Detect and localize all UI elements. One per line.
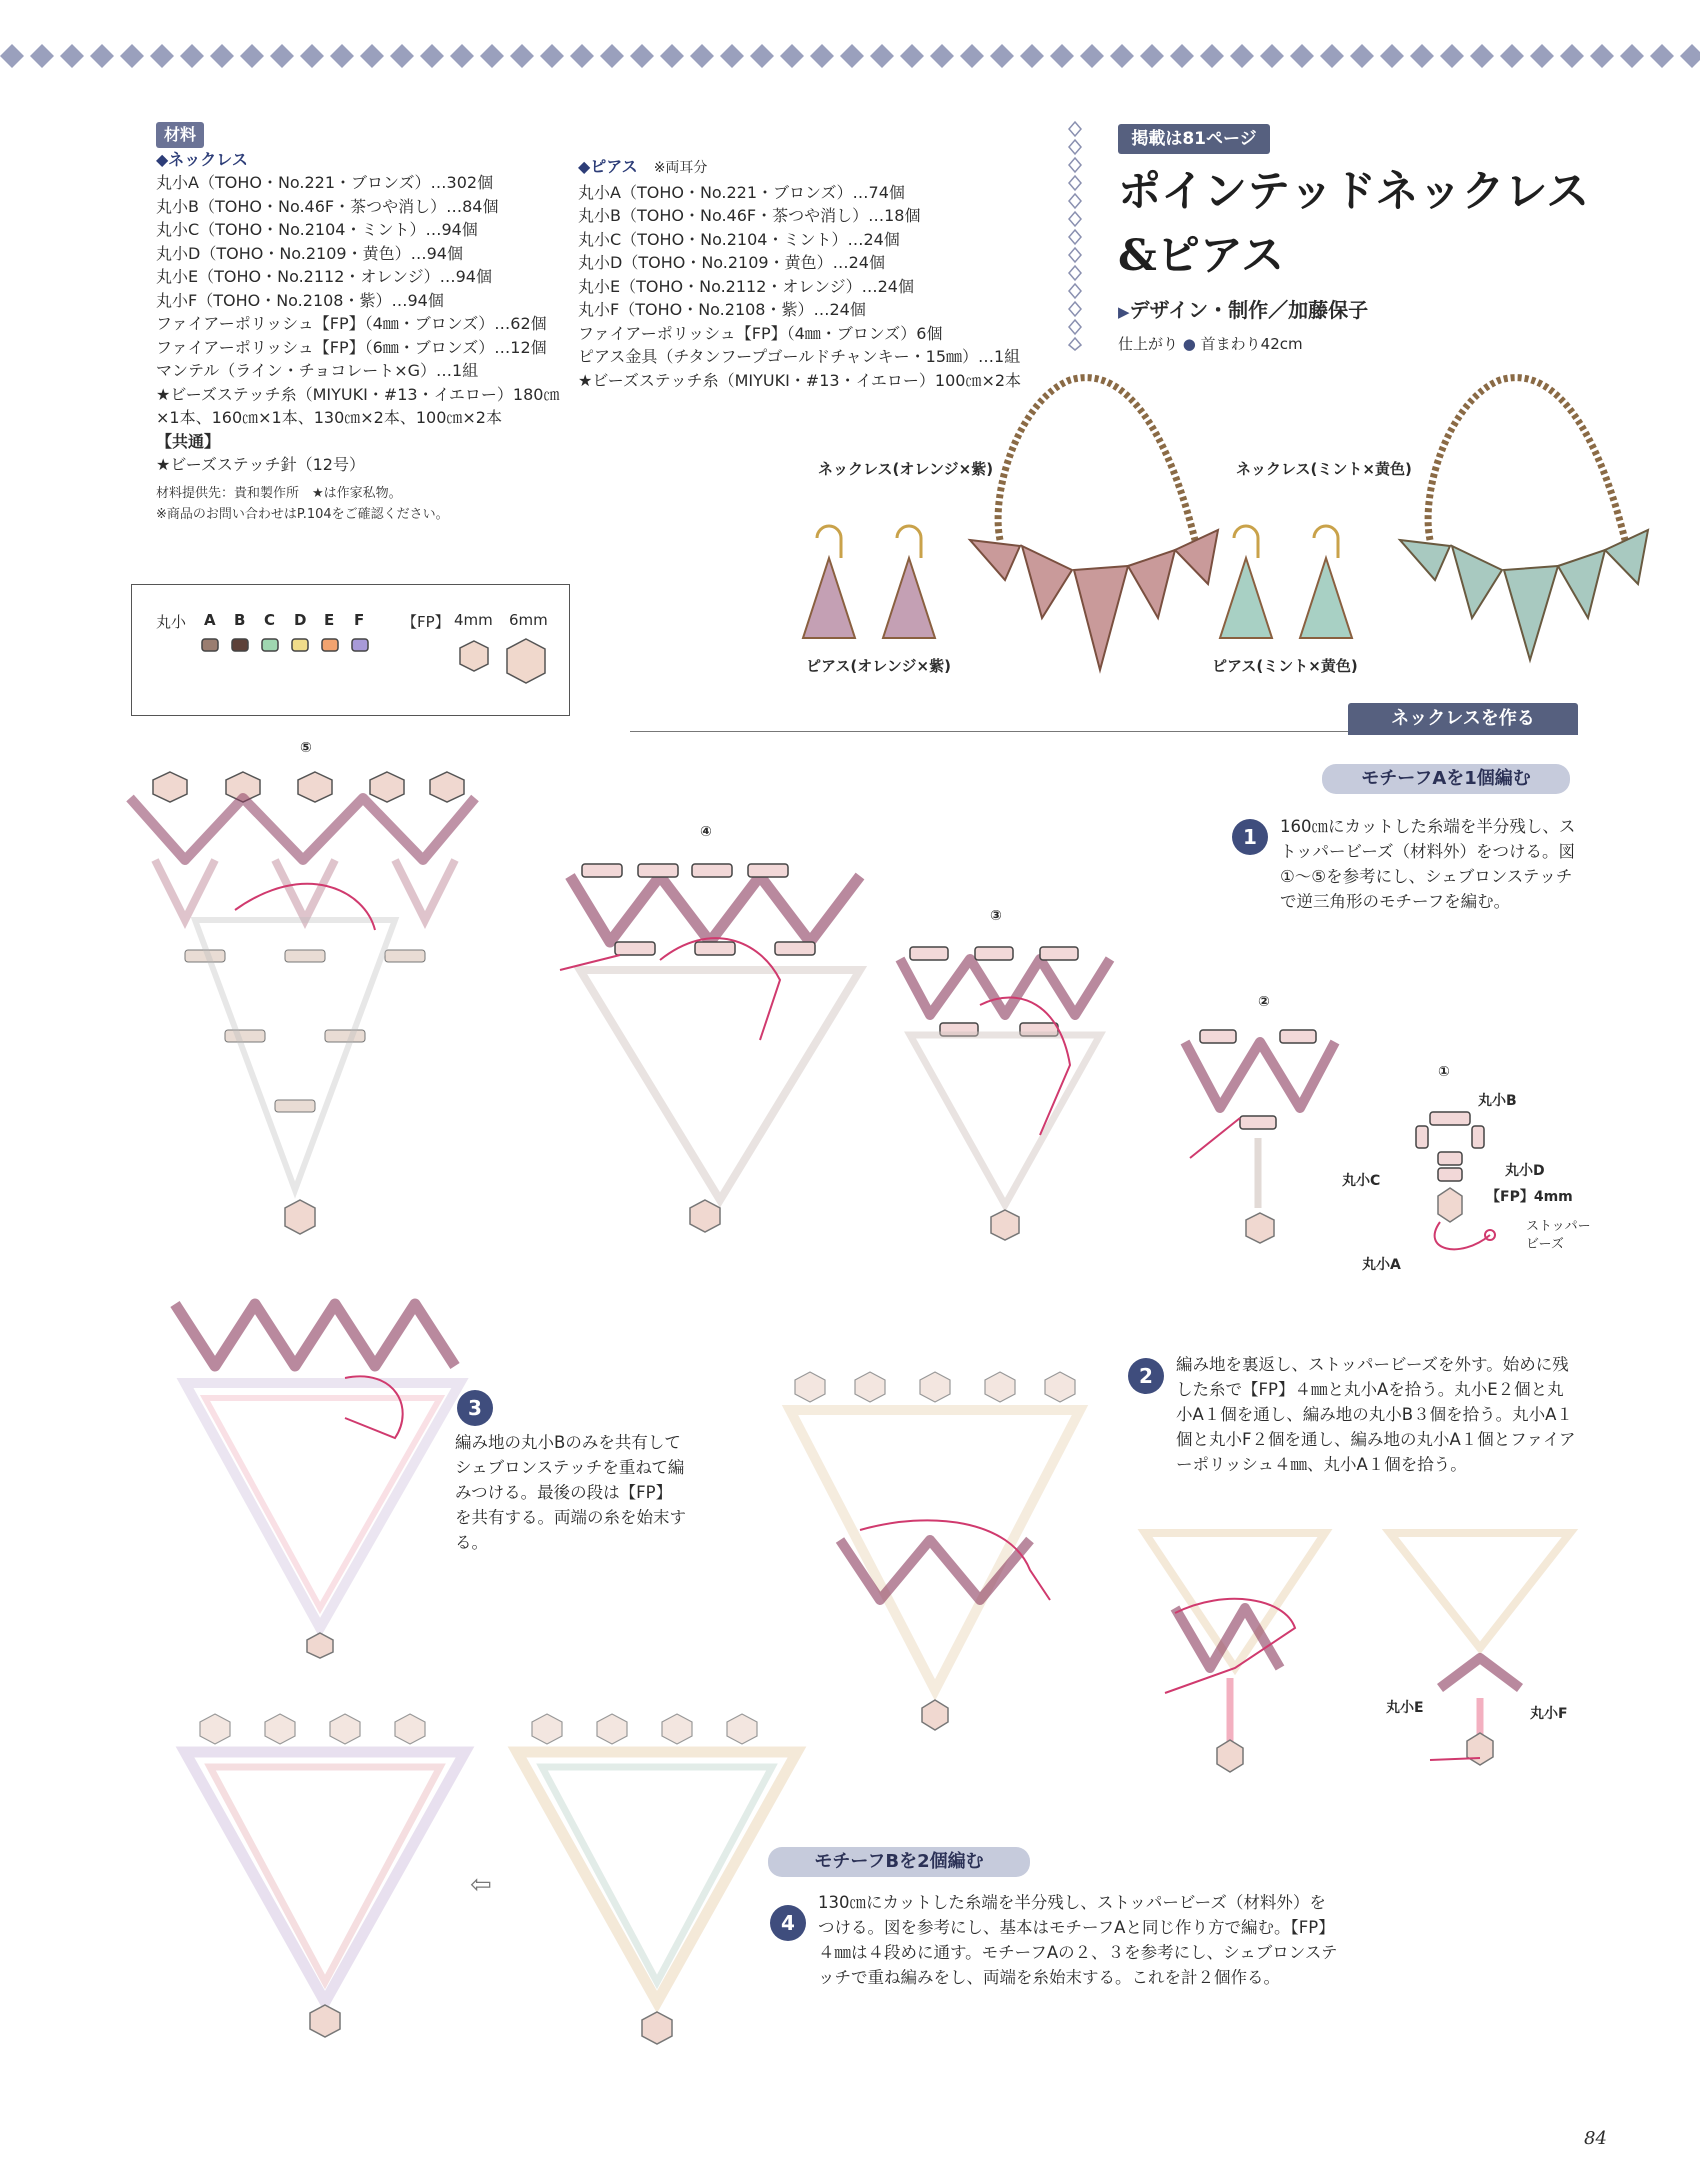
earring-photo-mint — [1212, 520, 1372, 650]
list-item: 丸小E（TOHO・No.2112・オレンジ）…24個 — [578, 276, 914, 296]
finish-line — [1118, 333, 1303, 354]
triangle-icon: ▶ — [1118, 303, 1130, 321]
materials-necklace — [156, 122, 559, 525]
earring-heading: ◆ピアス — [578, 157, 638, 176]
designer-line — [1118, 294, 1368, 323]
legend-letter: B — [234, 611, 246, 629]
list-item: 丸小F（TOHO・No.2108・紫）…94個 — [156, 290, 444, 310]
figure-2-diagram — [1180, 1028, 1340, 1248]
callout-b: 丸小B — [1478, 1093, 1517, 1109]
list-item: ★ビーズステッチ糸（MIYUKI・#13・イエロー）180㎝ — [156, 384, 560, 404]
caption-necklace-mint: ネックレス(ミント×黄色) — [1236, 460, 1412, 478]
legend-swatches — [200, 637, 380, 653]
list-item: 丸小C（TOHO・No.2104・ミント）…94個 — [156, 220, 478, 239]
figure-number: ③ — [990, 908, 1002, 924]
page-title — [1118, 160, 1589, 288]
list-item: ×1本、160㎝×1本、130㎝×2本、100㎝×2本 — [156, 408, 502, 427]
necklace-photo-mint — [1390, 370, 1670, 670]
step-number: 1 — [1232, 819, 1268, 855]
section-motif-a: モチーフAを1個編む — [1322, 764, 1570, 794]
materials-label: 材料 — [156, 122, 204, 148]
step-2-diagram-right — [1380, 1528, 1580, 1778]
section-motif-b: モチーフBを2個編む — [768, 1847, 1030, 1877]
callout-fp4: 【FP】4mm — [1486, 1189, 1573, 1205]
figure-number: ① — [1438, 1064, 1450, 1080]
motif-b-diagram-left — [180, 1712, 470, 2042]
list-item: 丸小C（TOHO・No.2104・ミント）…24個 — [578, 229, 900, 249]
caption-necklace-orange: ネックレス(オレンジ×紫) — [818, 460, 994, 478]
step-2-diagram-main — [780, 1370, 1090, 1770]
legend-fp-label: 【FP】 — [402, 613, 450, 631]
title-line: ポインテッドネックレス — [1118, 167, 1590, 217]
legend-letter: C — [264, 611, 276, 629]
list-item: 丸小A（TOHO・No.221・ブロンズ）…302個 — [156, 173, 494, 192]
necklace-photo-orange — [960, 370, 1240, 670]
callout-e: 丸小E — [1386, 1700, 1424, 1716]
step-1-text: 160㎝にカットした糸端を半分残し、ストッパービーズ（材料外）をつける。図①〜⑤を参考にし、シェブロンステッチで逆三角形のモチーフを編む。 — [1280, 817, 1576, 911]
list-item: 丸小B（TOHO・No.46F・茶つや消し）…84個 — [156, 196, 499, 216]
list-item: 丸小B（TOHO・No.46F・茶つや消し）…18個 — [578, 206, 921, 225]
legend-size: 4mm — [454, 611, 493, 629]
materials-earring — [578, 155, 1021, 392]
legend-size: 6mm — [509, 611, 548, 629]
step-number: 2 — [1128, 1358, 1164, 1394]
step-number: 4 — [770, 1905, 806, 1941]
fp-bead-icons — [448, 635, 558, 701]
callout-c: 丸小C — [1342, 1173, 1381, 1189]
list-item: ファイアーポリッシュ【FP】（4㎜・ブロンズ）6個 — [578, 323, 943, 343]
callout-f: 丸小F — [1530, 1706, 1568, 1722]
designer-text: デザイン・制作／加藤保子 — [1129, 298, 1369, 322]
legend-letter: A — [204, 611, 216, 629]
callout-stopper — [1526, 1218, 1591, 1254]
caption-earring-mint: ピアス(ミント×黄色) — [1212, 657, 1358, 675]
section-make-necklace: ネックレスを作る — [1348, 703, 1578, 735]
callout-a: 丸小A — [1362, 1257, 1401, 1273]
list-item: ★ビーズステッチ針（12号） — [156, 455, 365, 474]
step-4-text: 130㎝にカットした糸端を半分残し、ストッパービーズ（材料外）をつける。図を参考にし、基本はモチーフAと同じ作り方で編む。【FP】４㎜は４段めに通す。モチーフAの２、３を参考にし、シェブロンステッチで重ね編みをし、両端を糸始末する。これを計２個作る。 — [818, 1893, 1338, 1987]
list-item: 丸小E（TOHO・No.2112・オレンジ）…94個 — [156, 267, 492, 286]
figure-number: ⑤ — [300, 740, 312, 756]
legend-round-label: 丸小 — [156, 613, 187, 631]
list-item: ★ビーズステッチ糸（MIYUKI・#13・イエロー）100㎝×2本 — [578, 370, 1022, 390]
common-heading: 【共通】 — [156, 431, 221, 451]
callout-d: 丸小D — [1505, 1163, 1545, 1179]
legend-letter: E — [324, 611, 335, 629]
motif-b-diagram-right — [512, 1712, 802, 2062]
arrow-left-icon: ⇦ — [470, 1870, 492, 1900]
figure-number: ④ — [700, 824, 712, 840]
step-number: 3 — [457, 1390, 493, 1426]
list-item: ファイアーポリッシュ【FP】（6㎜・ブロンズ）…12個 — [156, 337, 547, 357]
list-item: 丸小D（TOHO・No.2109・黄色）…94個 — [156, 243, 463, 263]
legend-letter: D — [294, 611, 307, 629]
title-line: &ピアス — [1118, 231, 1285, 281]
finish-label: 仕上がり — [1118, 335, 1179, 353]
page-ref-badge: 掲載は81ページ — [1118, 124, 1270, 154]
list-item: 丸小A（TOHO・No.221・ブロンズ）…74個 — [578, 182, 905, 202]
necklace-heading: ◆ネックレス — [156, 149, 248, 169]
bead-legend — [131, 584, 570, 716]
figure-3-diagram — [890, 945, 1120, 1245]
figure-4-diagram — [560, 860, 870, 1240]
finish-value: 首まわり42cm — [1200, 335, 1303, 353]
step-3-text: 編み地の丸小Bのみを共有してシェブロンステッチを重ねて編みつける。最後の段は【FP】を共有する。両端の糸を始末する。 — [455, 1433, 686, 1552]
step-2-diagram-left — [1135, 1528, 1335, 1778]
legend-letter: F — [354, 611, 365, 629]
step-2-text: 編み地を裏返し、ストッパービーズを外す。始めに残した糸で【FP】４㎜と丸小Aを拾う。丸小E２個と丸小A１個を通し、編み地の丸小B３個を拾う。丸小A１個と丸小F２個を通し、編み地の丸小A１個とファイアーポリッシュ４㎜、丸小A１個を拾う。 — [1176, 1355, 1576, 1474]
earring-heading-note: ※両耳分 — [653, 160, 708, 176]
list-item: ピアス金具（チタンフープゴールドチャンキー・15㎜）…1組 — [578, 347, 1021, 366]
callout-stopper-line: ビーズ — [1526, 1237, 1564, 1252]
figure-5-diagram — [125, 770, 495, 1240]
caption-earring-orange: ピアス(オレンジ×紫) — [806, 657, 951, 675]
callout-stopper-line: ストッパー — [1526, 1219, 1591, 1234]
title-diamond-rule — [1068, 122, 1082, 350]
diamond-border — [0, 38, 1700, 74]
note: ※商品のお問い合わせはP.104をご確認ください。 — [156, 506, 449, 522]
dot-icon: ● — [1182, 335, 1196, 353]
list-item: ファイアーポリッシュ【FP】（4㎜・ブロンズ）…62個 — [156, 314, 547, 333]
note: 材料提供先：貴和製作所 ★は作家私物。 — [156, 485, 402, 501]
list-item: 丸小F（TOHO・No.2108・紫）…24個 — [578, 300, 866, 319]
list-item: 丸小D（TOHO・No.2109・黄色）…24個 — [578, 253, 885, 272]
page-number: 84 — [1584, 2128, 1607, 2149]
figure-number: ② — [1258, 994, 1270, 1010]
list-item: マンテル（ライン・チョコレート×G）…1組 — [156, 361, 479, 380]
earring-photo-orange — [795, 520, 955, 650]
step-3-diagram — [165, 1288, 475, 1658]
